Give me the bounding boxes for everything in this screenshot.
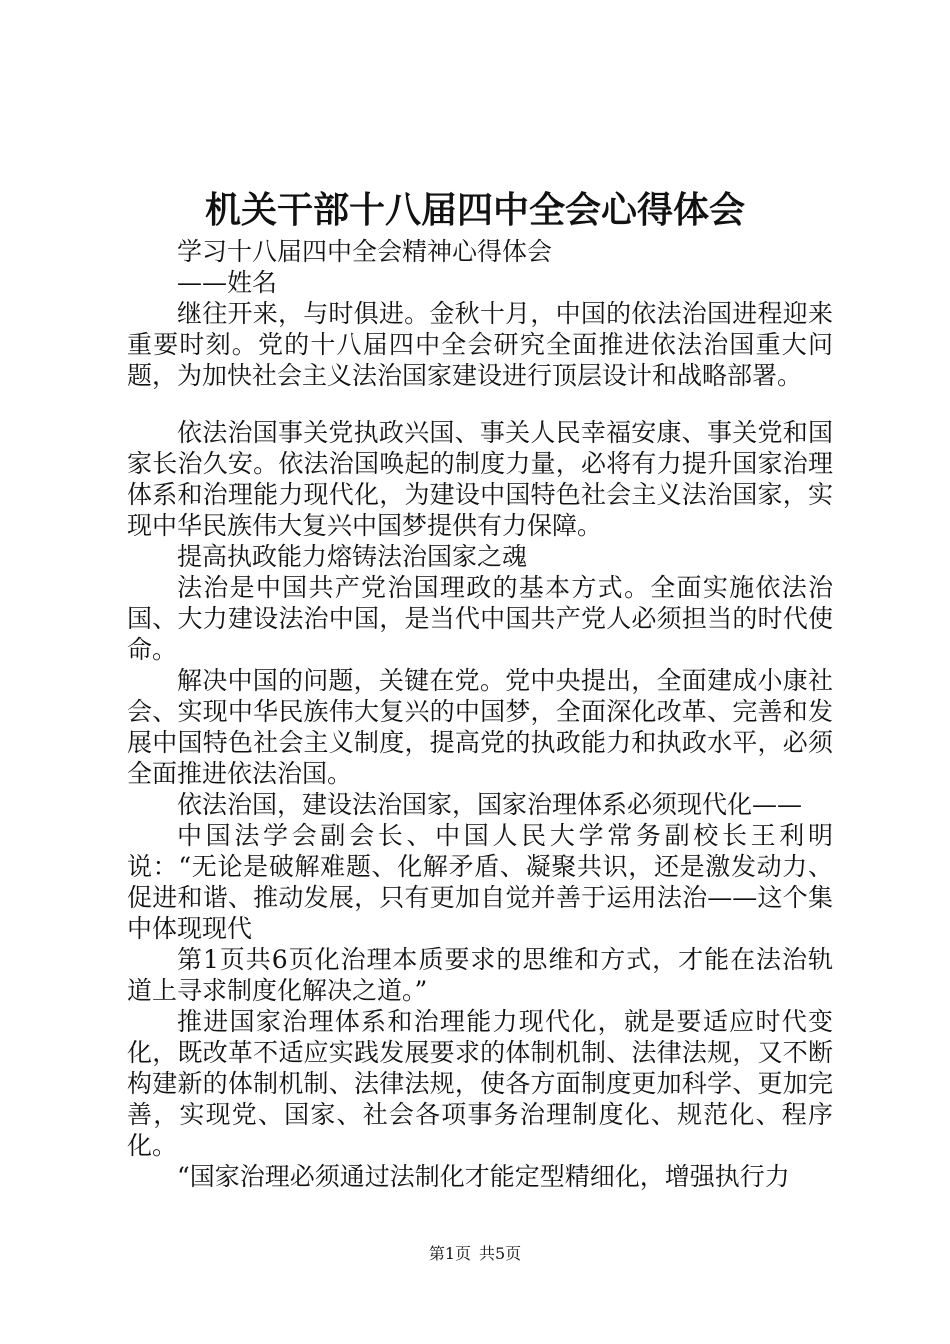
body-paragraph: 依法治国事关党执政兴国、事关人民幸福安康、事关党和国家长治久安。依法治国唤起的制度力量，必将有力提升国家治理体系和治理能力现代化，为建设中国特色社会主义法治国家，实现中华民族伟大复兴中国梦提供有力保障。 bbox=[127, 418, 833, 540]
body-paragraph: 法治是中国共产党治国理政的基本方式。全面实施依法治国、大力建设法治中国，是当代中国共产党人必须担当的时代使命。 bbox=[127, 573, 833, 664]
body-paragraph: “国家治理必须通过法制化才能定型精细化，增强执行力 bbox=[177, 1162, 790, 1191]
body-paragraph: 第1页共6页化治理本质要求的思维和方式，才能在法治轨道上寻求制度化解决之道。” bbox=[127, 945, 833, 1005]
page-footer bbox=[0, 1244, 950, 1264]
body-paragraph: 推进国家治理体系和治理能力现代化，就是要适应时代变化，既改革不适应实践发展要求的体制机制、法律法规，又不断构建新的体制机制、法律法规，使各方面制度更加科学、更加完善，实现党、国家、社会各项事务治理制度化、规范化、程序化。 bbox=[127, 1007, 833, 1160]
page-number: 第1页 bbox=[428, 1244, 471, 1263]
author-line: ——姓名 bbox=[177, 268, 278, 297]
page-total: 共5页 bbox=[479, 1244, 522, 1263]
body-paragraph: 依法治国，建设法治国家，国家治理体系必须现代化—— bbox=[177, 790, 803, 819]
subtitle-paragraph: 学习十八届四中全会精神心得体会 bbox=[177, 237, 553, 266]
body-paragraph: 继往开来，与时俱进。金秋十月，中国的依法治国进程迎来重要时刻。党的十八届四中全会研究全面推进依法治国重大问题，为加快社会主义法治国家建设进行顶层设计和战略部署。 bbox=[127, 299, 833, 390]
body-paragraph: 解决中国的问题，关键在党。党中央提出，全面建成小康社会、实现中华民族伟大复兴的中国梦，全面深化改革、完善和发展中国特色社会主义制度，提高党的执政能力和执政水平，必须全面推进依法治国。 bbox=[127, 666, 833, 788]
body-paragraph: 中国法学会副会长、中国人民大学常务副校长王利明说：“无论是破解难题、化解矛盾、凝聚共识，还是激发动力、促进和谐、推动发展，只有更加自觉并善于运用法治——这个集中体现现代 bbox=[127, 821, 833, 943]
document-title: 机关干部十八届四中全会心得体会 bbox=[204, 189, 745, 231]
section-heading: 提高执政能力熔铸法治国家之魂 bbox=[177, 542, 528, 571]
document-body bbox=[127, 236, 833, 1192]
